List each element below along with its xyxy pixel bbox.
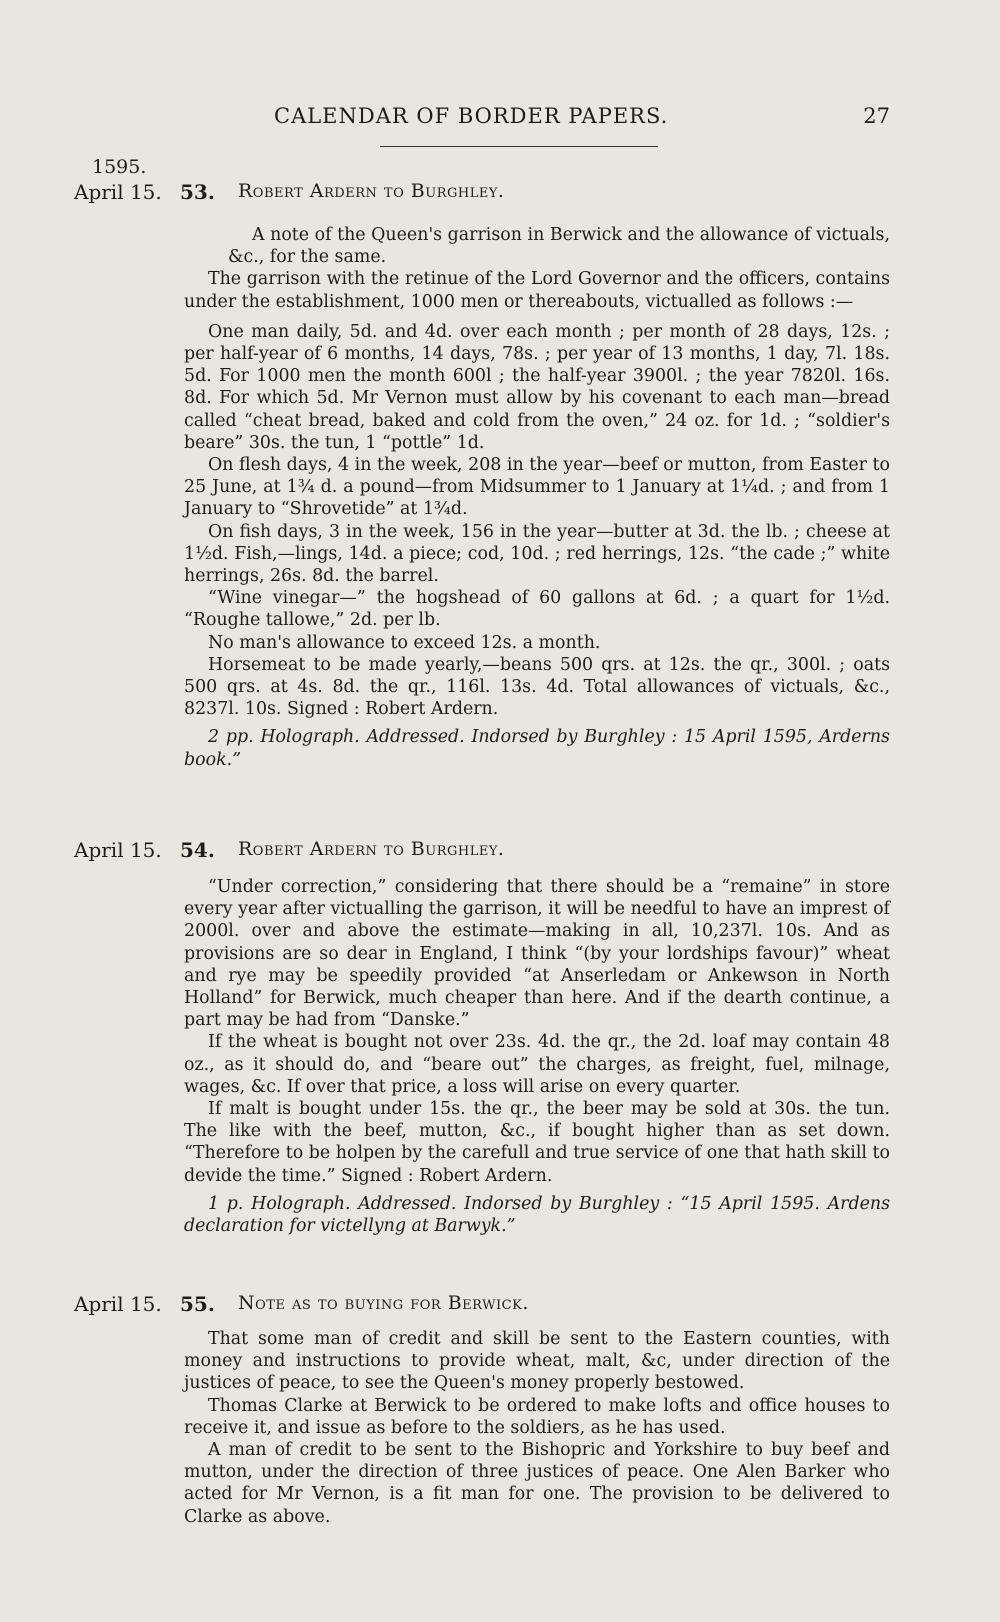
entry-54-note: 1 p. Holograph. Addressed. Indorsed by Burghley : “15 April 1595. Ardens declaration for victellyng at Barwyk.” (184, 1193, 890, 1237)
entry-title: Robert Ardern to Burghley. (238, 180, 505, 202)
entry-53-paragraph: On flesh days, 4 in the week, 208 in the year—beef or mutton, from Easter to 25 June, at 1¾ d. a pound—from Midsummer to 1 January at 1¼d. ; and from 1 January to “Shrovetide” at 1¾d. (184, 455, 890, 520)
entry-date: April 15. (74, 838, 162, 862)
entry-53-paragraph: “Wine vinegar—” the hogshead of 60 gallons at 6d. ; a quart for 1½d. “Roughe tallowe,” 2d. per lb. (184, 588, 890, 631)
entry-date: April 15. (74, 180, 162, 204)
entry-53-paragraph: No man's allowance to exceed 12s. a month. (208, 632, 601, 653)
entry-54-paragraph: “Under correction,” considering that there should be a “remaine” in store every year after victualling the garrison, it will be needful to have an imprest of 2000l. over and above the estimate—making in all, 10,237l. 10s. And as provisions are so dear in England, I think “(by your lordships favour)” wheat and rye may be speedily provided “at Anserledam or Ankewson in North Holland” for Berwick, much cheaper than here. And if the dearth continue, a part may be had from “Danske.” (184, 877, 890, 1031)
entry-55-paragraph: Thomas Clarke at Berwick to be ordered to make lofts and office houses to receive it, and issue as before to the soldiers, as he has used. (184, 1395, 890, 1438)
page-number: 27 (863, 104, 890, 128)
entry-53-paragraph: On fish days, 3 in the week, 156 in the year—butter at 3d. the lb. ; cheese at 1½d. Fish,—lings, 14d. a piece; cod, 10d. ; red herrings, 12s. “the cade ;” white herrings, 26s. 8d. the barrel. (184, 521, 890, 587)
entry-number: 55. (180, 1292, 215, 1316)
running-title: CALENDAR OF BORDER PAPERS. (274, 104, 669, 128)
entry-53-summary: A note of the Queen's garrison in Berwick and the allowance of victuals, &c., for the same. (228, 225, 890, 268)
entry-53-paragraph: One man daily, 5d. and 4d. over each month ; per month of 28 days, 12s. ; per half-year of 6 months, 14 days, 78s. ; per year of 13 months, 1 day, 7l. 18s. 5d. For 1000 men the month 600l ; the half-year 3900l. ; the year 7820l. 16s. 8d. For which 5d. Mr Vernon must allow by his covenant to each man—bread called “cheat bread, baked and cold from the oven,” 24 oz. for 1d. ; “soldier's beare” 30s. the tun, 1 “pottle” 1d. (184, 321, 890, 453)
entry-number: 53. (180, 180, 215, 204)
page-header (0, 104, 1000, 134)
entry-number: 54. (180, 838, 215, 862)
entry-title: Note as to buying for Berwick. (238, 1292, 529, 1314)
entry-53-paragraph: The garrison with the retinue of the Lord Governor and the officers, contains under the establishment, 1000 men or thereabouts, victualled as follows :— (184, 269, 890, 312)
entry-54-paragraph: If malt is bought under 15s. the qr., the beer may be sold at 30s. the tun. The like with the beef, mutton, &c., if bought higher than as set down. “Therefore to be holpen by the carefull and true service of one that hath skill to devide the time.” Signed : Robert Ardern. (184, 1099, 890, 1186)
year-heading: 1595. (92, 156, 147, 178)
entry-55-paragraph: A man of credit to be sent to the Bishopric and Yorkshire to buy beef and mutton, under the direction of three justices of peace. One Alen Barker who acted for Mr Vernon, is a fit man for one. The provision to be delivered to Clarke as above. (184, 1440, 890, 1527)
entry-54-paragraph: If the wheat is bought not over 23s. 4d. the qr., the 2d. loaf may contain 48 oz., as it should do, and “beare out” the charges, as freight, fuel, milnage, wages, &c. If over that price, a loss will arise on every quarter. (184, 1032, 890, 1097)
entry-53-note: 2 pp. Holograph. Addressed. Indorsed by Burghley : 15 April 1595, Arderns book.” (184, 727, 890, 770)
entry-53-paragraph: Horsemeat to be made yearly,—beans 500 qrs. at 12s. the qr., 300l. ; oats 500 qrs. at 4s. 8d. the qr., 116l. 13s. 4d. Total allowances of victuals, &c., 8237l. 10s. Signed : Robert Ardern. (184, 654, 890, 720)
entry-54-body (184, 876, 890, 1237)
entry-53-body (184, 224, 890, 771)
entry-title: Robert Ardern to Burghley. (238, 838, 505, 860)
entry-date: April 15. (74, 1292, 162, 1316)
entry-55-body (184, 1328, 890, 1528)
entry-55-paragraph: That some man of credit and skill be sent to the Eastern counties, with money and instructions to provide wheat, malt, &c, under direction of the justices of peace, to see the Queen's money properly bestowed. (184, 1329, 890, 1394)
header-rule (380, 146, 658, 147)
